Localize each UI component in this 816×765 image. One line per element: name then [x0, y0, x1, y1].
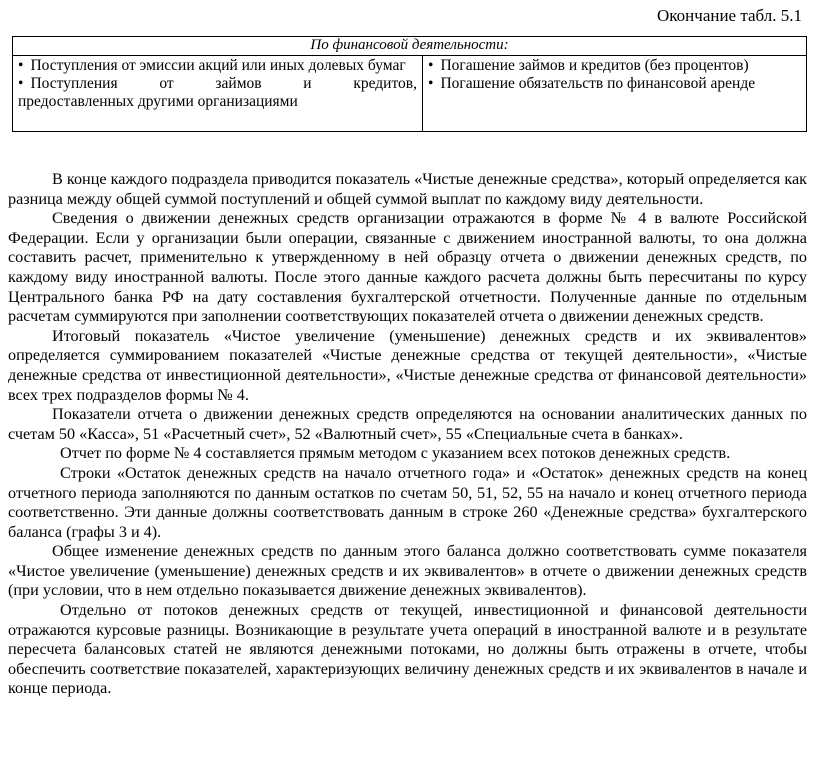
paragraph: Отчет по форме № 4 составляется прямым методом с указанием всех потоков денежных средств.	[60, 444, 731, 463]
outflow-item	[428, 57, 801, 75]
body-text	[8, 170, 807, 699]
outflow-item-text: Погашение займов и кредитов (без процентов)	[440, 57, 749, 74]
financial-activity-table	[12, 36, 807, 132]
bullet-icon: •	[428, 75, 434, 92]
paragraph: Общее изменение денежных средств по данным этого баланса должно соответствовать сумме показателя «Чистое увеличение (уменьшение) денежных средств и их эквивалентов» в отчете о движении денежных средств (при условии, что в нем отдельно показывается движение денежных эквивалентов).	[8, 542, 807, 600]
bullet-icon: •	[428, 57, 434, 74]
inflow-item-text: Поступления от займов и кредитов,	[30, 75, 417, 92]
inflow-item	[18, 75, 417, 93]
paragraph: Итоговый показатель «Чистое увеличение (уменьшение) денежных средств и их эквивалентов» определяется суммированием показателей «Чистые денежные средства от текущей деятельности», «Чистые денежные средства от инвестиционной деятельности», «Чистые денежные средства от финансовой деятельности» всех трех подразделов формы № 4.	[8, 326, 807, 404]
paragraph: Сведения о движении денежных средств организации отражаются в форме № 4 в валюте Российской Федерации. Если у организации были операции, связанные с движением иностранной валюты, то она должна составить расчет, применительно к утвержденному в ней образцу отчета о движении денежных средств, по каждому виду иностранной валюты. После этого данные каждого расчета должны быть пересчитаны по курсу Центрального банка РФ на дату составления бухгалтерской отчетности. Полученные данные по отдельным расчетам суммируются при заполнении соответствующих показателей отчета о движении денежных средств.	[8, 209, 807, 326]
outflow-item	[428, 75, 801, 93]
table-continuation-label: Окончание табл. 5.1	[657, 6, 802, 25]
bullet-icon: •	[18, 75, 24, 92]
bullet-icon: •	[18, 57, 24, 74]
outflow-item-text: Погашение обязательств по финансовой аренде	[440, 75, 756, 92]
paragraph: В конце каждого подраздела приводится показатель «Чистые денежные средства», который определяется как разница между общей суммой поступлений и общей суммой выплат по каждому виду деятельности.	[8, 170, 807, 208]
outflows-cell	[423, 56, 807, 132]
inflow-item	[18, 57, 417, 75]
table-section-header: По финансовой деятельности:	[13, 37, 807, 56]
paragraph: Отдельно от потоков денежных средств от текущей, инвестиционной и финансовой деятельности отражаются курсовые разницы. Возникающие в результате учета операций в иностранной валюте и в результате пересчета балансовых статей не являются денежными потоками, но должны быть отражены в отчете, чтобы обеспечить соответствие показателей, характеризующих величину денежных средств и их эквивалентов в начале и конце периода.	[8, 601, 807, 698]
inflow-item-text: Поступления от эмиссии акций или иных долевых бумаг	[30, 57, 406, 74]
inflow-item-text: предоставленных другими организациями	[18, 93, 298, 110]
inflows-cell	[13, 56, 423, 132]
paragraph: Строки «Остаток денежных средств на начало отчетного года» и «Остаток» денежных средств на конец отчетного периода заполняются по данным остатков по счетам 50, 51, 52, 55 на начало и конец отчетного периода соответственно. Эти данные должны соответствовать данным в строке 260 «Денежные средства» бухгалтерского баланса (графы 3 и 4).	[8, 463, 807, 541]
paragraph: Показатели отчета о движении денежных средств определяются на основании аналитических данных по счетам 50 «Касса», 51 «Расчетный счет», 52 «Валютный счет», 55 «Специальные счета в банках».	[8, 405, 807, 443]
